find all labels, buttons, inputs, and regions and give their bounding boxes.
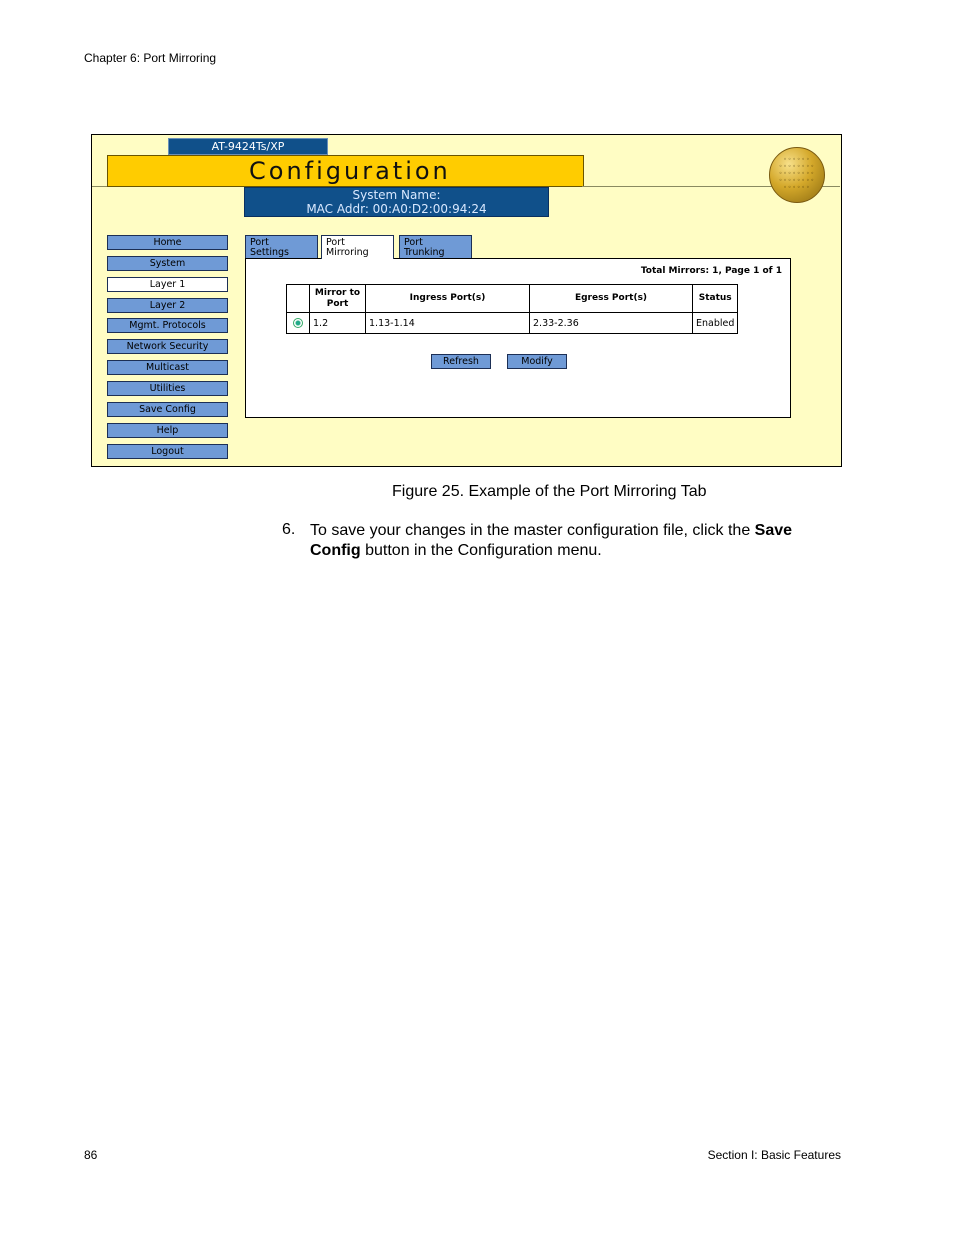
table-header-row <box>287 285 738 313</box>
nav-layer1-button[interactable]: Layer 1 <box>107 277 228 292</box>
tab-label: Trunking <box>404 247 445 258</box>
header-label: Mirror to <box>314 287 361 298</box>
globe-logo-icon: ◦◦◦◦◦◦ ◦◦◦◦◦◦◦◦ ◦◦◦◦◦◦◦◦ ◦◦◦◦◦◦◦◦ ◦◦◦◦◦◦ <box>769 147 825 203</box>
ingress-cell: 1.13-1.14 <box>366 313 530 334</box>
mac-address: MAC Addr: 00:A0:D2:00:94:24 <box>306 202 487 216</box>
page-title: Configuration <box>249 157 451 185</box>
select-column-header <box>287 285 310 313</box>
table-row <box>287 313 738 334</box>
egress-column-header: Egress Port(s) <box>530 285 693 313</box>
step-number: 6. <box>282 521 296 538</box>
egress-cell: 2.33-2.36 <box>530 313 693 334</box>
model-name: AT-9424Ts/XP <box>168 138 328 155</box>
nav-mgmt-protocols-button[interactable]: Mgmt. Protocols <box>107 318 228 333</box>
step-bold-text: Save Config <box>310 522 793 559</box>
screenshot-figure <box>91 134 842 467</box>
tab-label: Port <box>250 237 269 248</box>
divider <box>92 186 107 187</box>
status-column-header: Status <box>693 285 738 313</box>
total-mirrors: Total Mirrors: 1, Page 1 of 1 <box>640 266 782 276</box>
nav-multicast-button[interactable]: Multicast <box>107 360 228 375</box>
nav-home-button[interactable]: Home <box>107 235 228 250</box>
tab-label: Settings <box>250 247 289 258</box>
mirror-column-header <box>310 285 366 313</box>
section-label: Section I: Basic Features <box>707 1148 841 1162</box>
nav-save-config-button[interactable]: Save Config <box>107 402 228 417</box>
page-header: Chapter 6: Port Mirroring <box>84 51 217 65</box>
header-label: Port <box>326 298 349 309</box>
refresh-button[interactable]: Refresh <box>431 354 491 369</box>
modify-button[interactable]: Modify <box>507 354 567 369</box>
figure-caption: Figure 25. Example of the Port Mirroring Tab <box>392 483 707 500</box>
system-info <box>244 187 549 217</box>
nav-layer2-button[interactable]: Layer 2 <box>107 298 228 313</box>
nav-help-button[interactable]: Help <box>107 423 228 438</box>
tab-label: Port <box>326 237 345 248</box>
mirror-cell: 1.2 <box>310 313 366 334</box>
tab-port-mirroring[interactable] <box>321 235 394 259</box>
step-text-part: To save your changes in the master configuration file, click the <box>310 522 755 539</box>
nav-network-security-button[interactable]: Network Security <box>107 339 228 354</box>
title-bar <box>107 155 584 187</box>
step-text <box>310 521 845 561</box>
row-radio-button[interactable] <box>293 318 303 328</box>
nav-logout-button[interactable]: Logout <box>107 444 228 459</box>
nav-system-button[interactable]: System <box>107 256 228 271</box>
select-cell <box>287 313 310 334</box>
tab-content <box>245 258 791 418</box>
system-name: System Name: <box>352 188 441 202</box>
step-text-part: button in the Configuration menu. <box>360 542 602 559</box>
tab-label: Port <box>404 237 423 248</box>
tab-label: Mirroring <box>326 247 369 258</box>
nav-utilities-button[interactable]: Utilities <box>107 381 228 396</box>
tab-port-trunking[interactable] <box>399 235 472 258</box>
ingress-column-header: Ingress Port(s) <box>366 285 530 313</box>
status-cell: Enabled <box>693 313 738 334</box>
tab-port-settings[interactable] <box>245 235 318 258</box>
mirrors-table <box>286 284 738 334</box>
page-number: 86 <box>84 1148 98 1162</box>
